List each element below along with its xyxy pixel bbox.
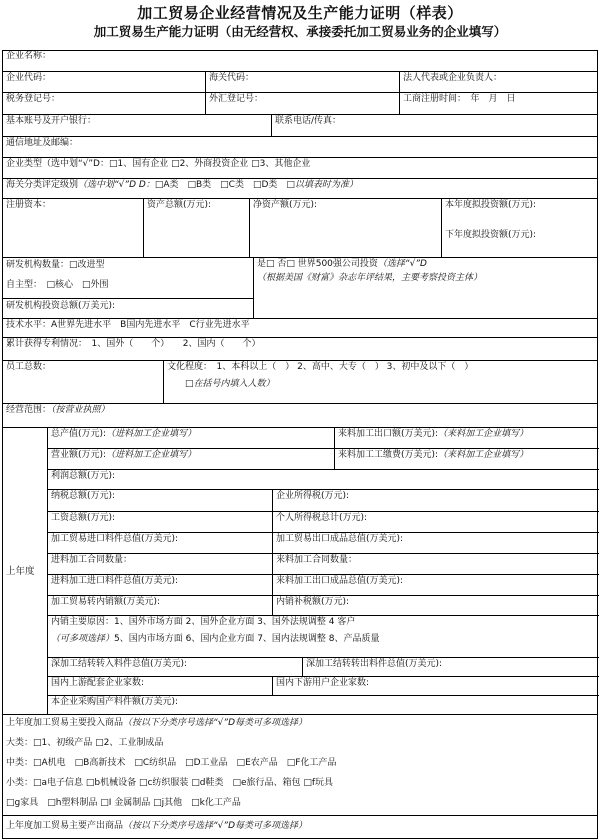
consign-contracts-field[interactable]: 来料加工合同数量： bbox=[272, 554, 599, 574]
customs-rating-options[interactable]: □A类 □B类 □C类 □D类 □ bbox=[154, 180, 295, 190]
prev-year-grid bbox=[47, 428, 599, 714]
phone-fax-field[interactable]: 联系电话/传真： bbox=[271, 115, 599, 136]
deep-transfer-out-field[interactable]: 深加工结转转出料件总值(万美元): bbox=[302, 658, 599, 676]
row-tech-level bbox=[3, 318, 597, 337]
export-product-value-field[interactable]: 加工贸易出口成品总值(万美元): bbox=[272, 533, 599, 553]
rnd-self-built[interactable]: 自主型： □核心 □外围 bbox=[6, 280, 109, 290]
revenue-field[interactable]: 营业额(万元):（进料加工企业填写） bbox=[51, 450, 197, 460]
net-assets-field[interactable]: 净资产额(万元): bbox=[249, 199, 441, 257]
address-field[interactable]: 通信地址及邮编： bbox=[6, 138, 79, 148]
forex-reg-field[interactable]: 外汇登记号： bbox=[205, 93, 399, 114]
processing-fee-field[interactable]: 来料加工工缴费(万美元):（来料加工企业填写） bbox=[334, 449, 599, 469]
rnd-left bbox=[3, 258, 253, 318]
form-subtitle: 加工贸易生产能力证明（由无经营权、承接委托加工贸易业务的企业填写） bbox=[93, 24, 507, 39]
invest-this-year[interactable]: 本年度拟投资额(万元): bbox=[445, 200, 537, 210]
domestic-reason-line-2[interactable]: 5、国内市场方面 6、国内企业方面 7、国内法规调整 8、产品质量 bbox=[114, 634, 380, 644]
investment-field[interactable] bbox=[441, 199, 599, 257]
domestic-reason-field[interactable] bbox=[48, 616, 599, 657]
products-block bbox=[3, 714, 597, 815]
output-value-field[interactable]: 总产值(万元):（进料加工企业填写） bbox=[51, 429, 197, 439]
personal-tax-field[interactable]: 个人所得税总计(万元): bbox=[272, 512, 599, 532]
income-tax-field[interactable]: 企业所得税(万元): bbox=[272, 490, 599, 511]
export-products-row bbox=[3, 815, 597, 840]
import-products-heading: 上年度加工贸易主要投入商品（按以下分类序号选择“√”D每类可多项选择） bbox=[6, 718, 308, 728]
row-scope bbox=[3, 403, 597, 427]
fortune500-field[interactable] bbox=[253, 258, 599, 318]
prev-year-block bbox=[3, 427, 597, 714]
consign-export-field[interactable]: 来料加工出口额(万美元):（来料加工企业填写） bbox=[334, 428, 599, 448]
patents-field[interactable]: 累计获得专利情况： 1、国外（ 个） 2、国内（ 个） bbox=[6, 339, 261, 349]
education-levels[interactable]: 文化程度： 1、本科以上（ ） 2、高中、大专（ ） 3、初中及以下（ ） bbox=[167, 362, 474, 372]
minor-category-options-1[interactable]: 小类：□a电子信息 □b机械设备 □c纺织服装 □d鞋类 □e旅行品、箱包 □f玩具 bbox=[6, 778, 334, 788]
deep-transfer-in-field[interactable]: 深加工结转转入料件总值(万美元): bbox=[51, 659, 188, 669]
upstream-suppliers-field[interactable]: 国内上游配套企业家数: bbox=[51, 678, 145, 688]
major-category-options[interactable]: 大类：□1、初级产品 □2、工业制成品 bbox=[6, 738, 164, 748]
row-codes bbox=[3, 71, 597, 92]
row-customs-rating bbox=[3, 178, 597, 198]
import-material-value-field[interactable]: 加工贸易进口料件总值(万美元): bbox=[51, 534, 179, 544]
scope-hint: （按营业执照） bbox=[51, 405, 110, 415]
row-company-name bbox=[3, 50, 597, 70]
row-registrations bbox=[3, 92, 597, 114]
fortune500-note: （根据美国《财富》杂志年评结果，主要考察投资主体） bbox=[257, 273, 483, 283]
profit-field[interactable]: 利润总额(万元): bbox=[51, 471, 116, 481]
material-contracts-field[interactable]: 进料加工合同数量： bbox=[51, 555, 133, 565]
row-staff bbox=[3, 360, 597, 403]
domestic-reason-line-1[interactable]: 内销主要原因：1、国外市场方面 2、国外企业方面 3、国外法规调整 4 客户 bbox=[51, 617, 356, 627]
customs-rating-note: 以填表时为准） bbox=[294, 180, 358, 190]
consign-export-value-field[interactable]: 来料加工出口成品总值(万美元): bbox=[272, 575, 599, 595]
medium-category-options[interactable]: 中类：□A机电 □B高新技术 □C纺织品 □D工业品 □E农产品 □F化工产品 bbox=[6, 758, 337, 768]
certificate-form bbox=[2, 50, 598, 839]
company-name-field[interactable]: 企业名称： bbox=[6, 51, 52, 61]
wages-total-field[interactable]: 工资总额(万元): bbox=[51, 513, 116, 523]
minor-category-options-2[interactable]: □g家具 □h塑料制品 □I 金属制品 □j其他 □k化工产品 bbox=[6, 798, 241, 808]
education-field[interactable] bbox=[163, 361, 599, 403]
row-rnd bbox=[3, 257, 597, 318]
enterprise-type-options[interactable]: 企业类型（选中划“√”D：□1、国有企业 □2、外商投资企业 □3、其他企业 bbox=[6, 159, 311, 169]
domestic-purchase-field[interactable]: 本企业采购国产料件额(万美元): bbox=[51, 697, 179, 707]
material-import-value-field[interactable]: 进料加工进口料件总值(万美元): bbox=[51, 576, 179, 586]
row-bank bbox=[3, 114, 597, 136]
invest-next-year[interactable]: 下年度拟投资额(万元): bbox=[445, 230, 537, 240]
bank-account-field[interactable]: 基本账号及开户银行： bbox=[6, 116, 97, 126]
row-patents bbox=[3, 337, 597, 360]
fortune500-label[interactable]: 是□ 否□ 世界500强公司投资 bbox=[257, 259, 378, 269]
row-enterprise-type bbox=[3, 157, 597, 178]
registered-capital-field[interactable]: 注册资本： bbox=[6, 200, 52, 210]
export-products-heading: 上年度加工贸易主要产出商品（按以下分类序号选择“√”D每类可多项选择） bbox=[6, 821, 308, 831]
business-reg-time-field[interactable]: 工商注册时间： 年 月 日 bbox=[399, 93, 599, 114]
rnd-investment-total[interactable]: 研发机构投资总额(万美元): bbox=[3, 298, 253, 314]
customs-rating-hint: （选中划“√”D D： bbox=[78, 180, 155, 190]
row-capital bbox=[3, 198, 597, 257]
domestic-sales-field[interactable]: 加工贸易转内销额(万美元): bbox=[51, 597, 161, 607]
tax-reg-field[interactable]: 税务登记号： bbox=[6, 94, 61, 104]
fortune500-hint: （选择“√”D bbox=[377, 259, 427, 269]
customs-rating-field[interactable] bbox=[3, 179, 599, 198]
staff-total-field[interactable]: 员工总数： bbox=[6, 362, 52, 372]
tech-level-options[interactable]: 技术水平：A世界先进水平 B国内先进水平 C行业先进水平 bbox=[6, 320, 250, 330]
legal-rep-field[interactable]: 法人代表或企业负责人： bbox=[399, 72, 599, 92]
customs-code-field[interactable]: 海关代码： bbox=[205, 72, 399, 92]
tax-total-field[interactable]: 纳税总额(万元): bbox=[51, 491, 116, 501]
domestic-tax-field[interactable]: 内销补税额(万元): bbox=[272, 596, 599, 615]
prev-year-side-label: 上年度 bbox=[6, 566, 35, 577]
row-address bbox=[3, 136, 597, 157]
downstream-buyers-field[interactable]: 国内下游用户企业家数: bbox=[272, 677, 599, 695]
form-title: 加工贸易企业经营情况及生产能力证明（样表） bbox=[137, 4, 463, 22]
customs-rating-label: 海关分类评定级别 bbox=[6, 180, 79, 190]
rnd-institution-count[interactable]: 研发机构数量：□改进型 bbox=[6, 260, 105, 270]
domestic-reason-hint: （可多项选择） bbox=[51, 634, 115, 644]
total-assets-field[interactable]: 资产总额(万元): bbox=[143, 199, 249, 257]
scope-field[interactable] bbox=[3, 404, 599, 427]
company-code-field[interactable]: 企业代码： bbox=[6, 73, 52, 83]
education-note: □在括号内填入人数） bbox=[185, 379, 275, 389]
scope-label: 经营范围： bbox=[6, 405, 52, 415]
